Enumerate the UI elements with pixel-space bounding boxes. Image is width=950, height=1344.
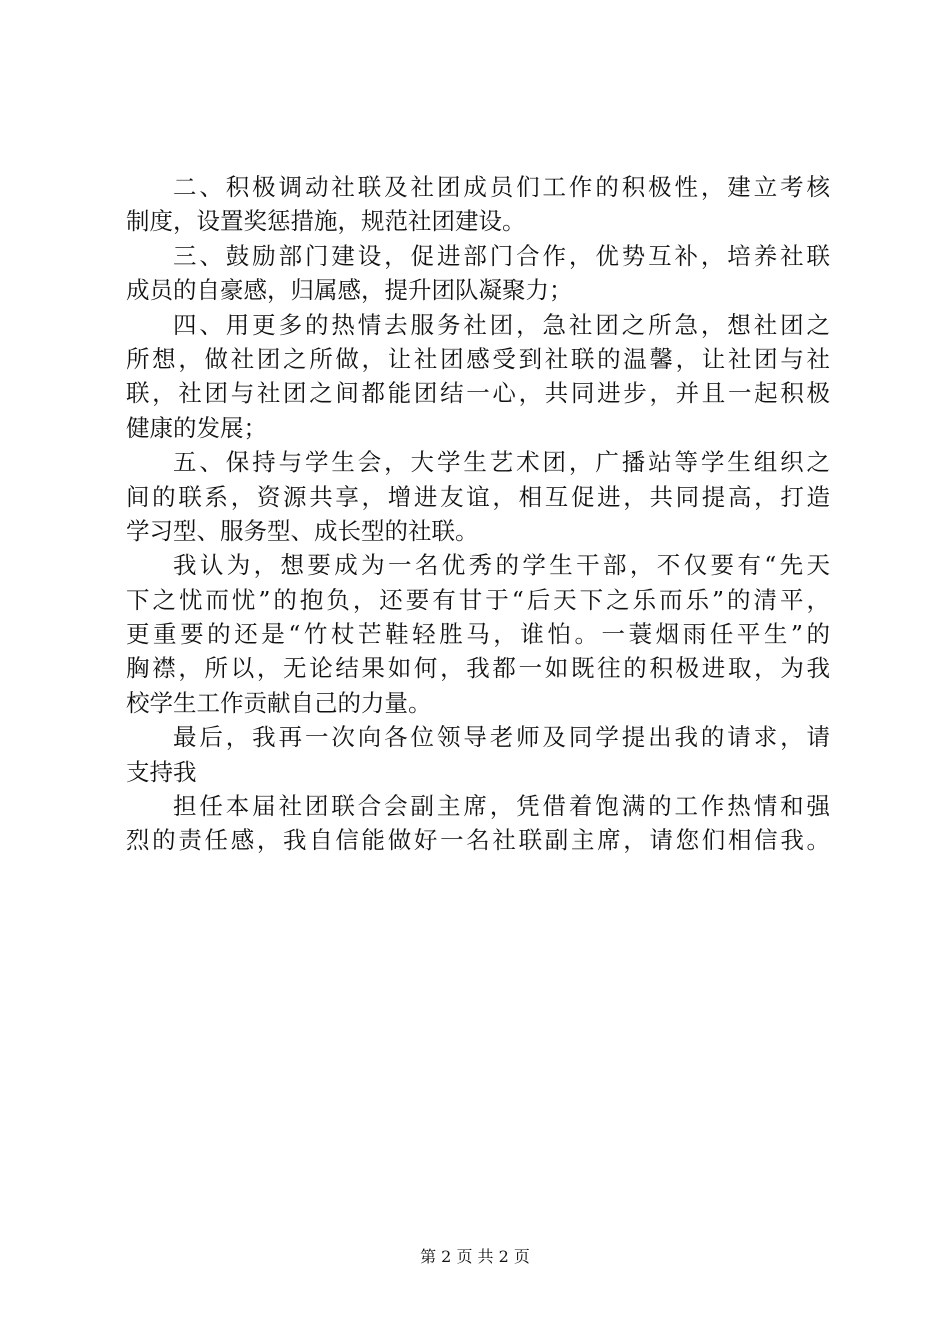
text-line: 下之忧而忧”的抱负，还要有甘于“后天下之乐而乐”的清平， bbox=[126, 585, 830, 614]
text-line: 间的联系，资源共享，增进友谊，相互促进，共同提高，打造 bbox=[126, 482, 830, 511]
page-number-footer: 第 2 页 共 2 页 bbox=[420, 1247, 530, 1266]
text-line: 校学生工作贡献自己的力量。 bbox=[126, 688, 432, 717]
text-line: 健康的发展； bbox=[126, 413, 267, 442]
text-line: 所想，做社团之所做，让社团感受到社联的温馨，让社团与社 bbox=[126, 344, 830, 373]
text-line: 支持我 bbox=[126, 757, 197, 786]
document-body bbox=[126, 170, 830, 858]
text-line: 更重要的还是“竹杖芒鞋轻胜马，谁怕。一蓑烟雨任平生”的 bbox=[126, 620, 830, 649]
text-line: 二、积极调动社联及社团成员们工作的积极性，建立考核 bbox=[173, 173, 830, 201]
text-line: 烈的责任感，我自信能做好一名社联副主席，请您们相信我。 bbox=[126, 826, 830, 855]
text-line: 学习型、服务型、成长型的社联。 bbox=[126, 516, 479, 545]
text-line: 联，社团与社团之间都能团结一心，共同进步，并且一起积极 bbox=[126, 379, 830, 408]
text-line: 成员的自豪感，归属感，提升团队凝聚力； bbox=[126, 276, 573, 305]
text-line: 三、鼓励部门建设，促进部门合作，优势互补，培养社联 bbox=[173, 241, 830, 270]
text-line: 胸襟，所以，无论结果如何，我都一如既往的积极进取，为我 bbox=[126, 654, 830, 683]
text-line: 四、用更多的热情去服务社团，急社团之所急，想社团之 bbox=[173, 310, 830, 339]
text-line: 制度，设置奖惩措施，规范社团建设。 bbox=[126, 207, 526, 236]
text-line: 五、保持与学生会，大学生艺术团，广播站等学生组织之 bbox=[173, 448, 830, 477]
text-line: 担任本届社团联合会副主席，凭借着饱满的工作热情和强 bbox=[173, 792, 830, 821]
text-line: 我认为，想要成为一名优秀的学生干部，不仅要有“先天 bbox=[173, 551, 830, 580]
text-line: 最后，我再一次向各位领导老师及同学提出我的请求，请 bbox=[173, 723, 830, 752]
